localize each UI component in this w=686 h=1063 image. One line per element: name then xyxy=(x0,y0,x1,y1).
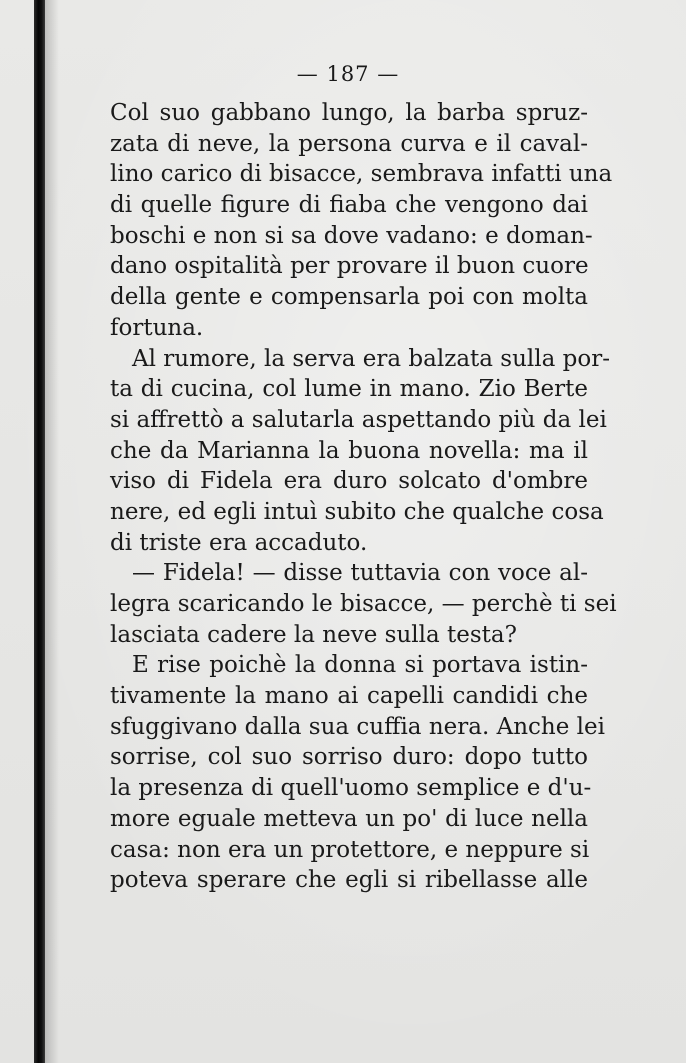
text-line: zata di neve, la persona curva e il caval- xyxy=(110,130,588,157)
text-line: tivamente la mano ai capelli candidi che xyxy=(110,683,588,710)
text-line: E rise poichè la donna si portava istin- xyxy=(132,652,588,679)
text-line: casa: non era un protettore, e neppure si xyxy=(110,836,590,863)
text-line: di triste era accaduto. xyxy=(110,529,368,556)
text-line: si affrettò a salutarla aspettando più da lei xyxy=(110,406,607,433)
text-line: della gente e compensarla poi con molta xyxy=(110,284,588,311)
text-line: che da Marianna la buona novella: ma il xyxy=(110,437,588,464)
body-text xyxy=(110,98,617,896)
text-line: sorrise, col suo sorriso duro: dopo tutto xyxy=(110,744,588,771)
text-line: sfuggivano dalla sua cuffia nera. Anche lei xyxy=(110,713,605,740)
page-binding-edge xyxy=(34,0,45,1063)
binding-shadow xyxy=(45,0,59,1063)
text-line: ta di cucina, col lume in mano. Zio Berte xyxy=(110,376,588,403)
text-line: viso di Fidela era duro solcato d'ombre xyxy=(110,468,588,495)
page-number: — 187 — xyxy=(296,62,400,86)
text-line: poteva sperare che egli si ribellasse alle xyxy=(110,867,588,894)
text-line: lasciata cadere la neve sulla testa? xyxy=(110,621,517,648)
text-line: boschi e non si sa dove vadano: e doman- xyxy=(110,222,593,249)
text-line: Al rumore, la serva era balzata sulla por- xyxy=(132,345,610,372)
text-line: Col suo gabbano lungo, la barba spruz- xyxy=(110,100,588,126)
text-line: legra scaricando le bisacce, — perchè ti sei xyxy=(110,591,617,617)
text-line: more eguale metteva un po' di luce nella xyxy=(110,805,588,832)
text-line: dano ospitalità per provare il buon cuore xyxy=(110,253,589,280)
text-line: di quelle figure di fiaba che vengono dai xyxy=(110,192,588,219)
text-line: la presenza di quell'uomo semplice e d'u- xyxy=(110,775,592,802)
text-line: — Fidela! — disse tuttavia con voce al- xyxy=(132,560,588,587)
text-line: lino carico di bisacce, sembrava infatti una xyxy=(110,161,613,188)
text-line: fortuna. xyxy=(110,314,204,341)
text-line: nere, ed egli intuì subito che qualche cosa xyxy=(110,498,604,525)
